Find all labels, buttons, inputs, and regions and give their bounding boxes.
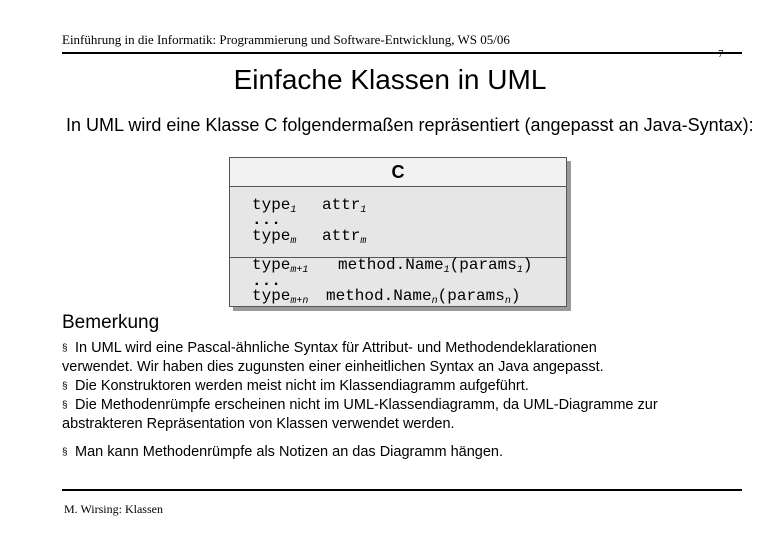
method-params-index: 1 (516, 265, 523, 276)
method-return-type-index: m+n (290, 296, 309, 307)
method-name-index: n (431, 296, 438, 307)
attribute-type-index: 1 (290, 205, 297, 216)
uml-method-signature-1 (338, 256, 532, 280)
attribute-name-index: 1 (360, 205, 367, 216)
remark-text: In UML wird eine Pascal-ähnliche Syntax für Attribut- und Methodendeklarationen (75, 340, 597, 356)
uml-method-ellipsis: ... (252, 272, 281, 290)
method-return-type-index: m+1 (290, 265, 309, 276)
remark-item (62, 443, 503, 463)
footer-divider (62, 489, 742, 491)
method-name-index: 1 (443, 265, 450, 276)
header-divider (62, 52, 742, 54)
method-params-index: n (504, 296, 511, 307)
bullet-icon: § (62, 447, 68, 458)
uml-attribute-name-1 (322, 196, 366, 220)
footer-author: M. Wirsing: Klassen (64, 502, 163, 516)
bullet-icon: § (62, 381, 68, 392)
uml-attribute-row-m (252, 227, 296, 251)
uml-class-name: C (391, 162, 405, 182)
attribute-name: attr (322, 196, 361, 214)
attribute-type: type (252, 196, 291, 214)
uml-attribute-ellipsis: ... (252, 211, 281, 229)
course-header: Einführung in die Informatik: Programmierung und Software-Entwicklung, WS 05/06 (62, 32, 510, 47)
method-return-type: type (252, 287, 291, 305)
remark-text: Die Konstruktoren werden meist nicht im Klassendiagramm aufgeführt. (75, 378, 529, 394)
method-name: method.Name (326, 287, 432, 305)
method-params-close: ) (510, 287, 521, 305)
intro-text: In UML wird eine Klasse C folgendermaßen repräsentiert (angepasst an Java-Syntax): (66, 115, 754, 135)
attribute-type: type (252, 227, 291, 245)
attribute-name-index: m (360, 236, 367, 247)
method-return-type: type (252, 256, 291, 274)
method-params-close: ) (522, 256, 533, 274)
remarks-heading: Bemerkung (62, 312, 160, 333)
remark-item (62, 396, 658, 416)
bullet-icon: § (62, 343, 68, 354)
uml-method-signature-n (326, 287, 520, 311)
remark-item-continuation: abstrakteren Repräsentation von Klassen verwendet werden. (62, 416, 455, 432)
remark-item-continuation: verwendet. Wir haben dies zugunsten einer einheitlichen Syntax an Java angepasst. (62, 359, 604, 375)
attribute-type-index: m (290, 236, 297, 247)
remark-text: Man kann Methodenrümpfe als Notizen an das Diagramm hängen. (75, 444, 504, 460)
remark-item (62, 377, 529, 397)
page-number: 7 (718, 48, 724, 60)
remark-item (62, 339, 597, 359)
uml-method-type-n (252, 287, 308, 311)
method-params: (params (449, 256, 517, 274)
attribute-name: attr (322, 227, 361, 245)
bullet-icon: § (62, 400, 68, 411)
method-name: method.Name (338, 256, 444, 274)
uml-attribute-name-m (322, 227, 366, 251)
method-params: (params (437, 287, 505, 305)
remark-text: Die Methodenrümpfe erscheinen nicht im UML-Klassendiagramm, da UML-Diagramme zur (75, 397, 658, 413)
slide-title: Einfache Klassen in UML (233, 64, 547, 95)
